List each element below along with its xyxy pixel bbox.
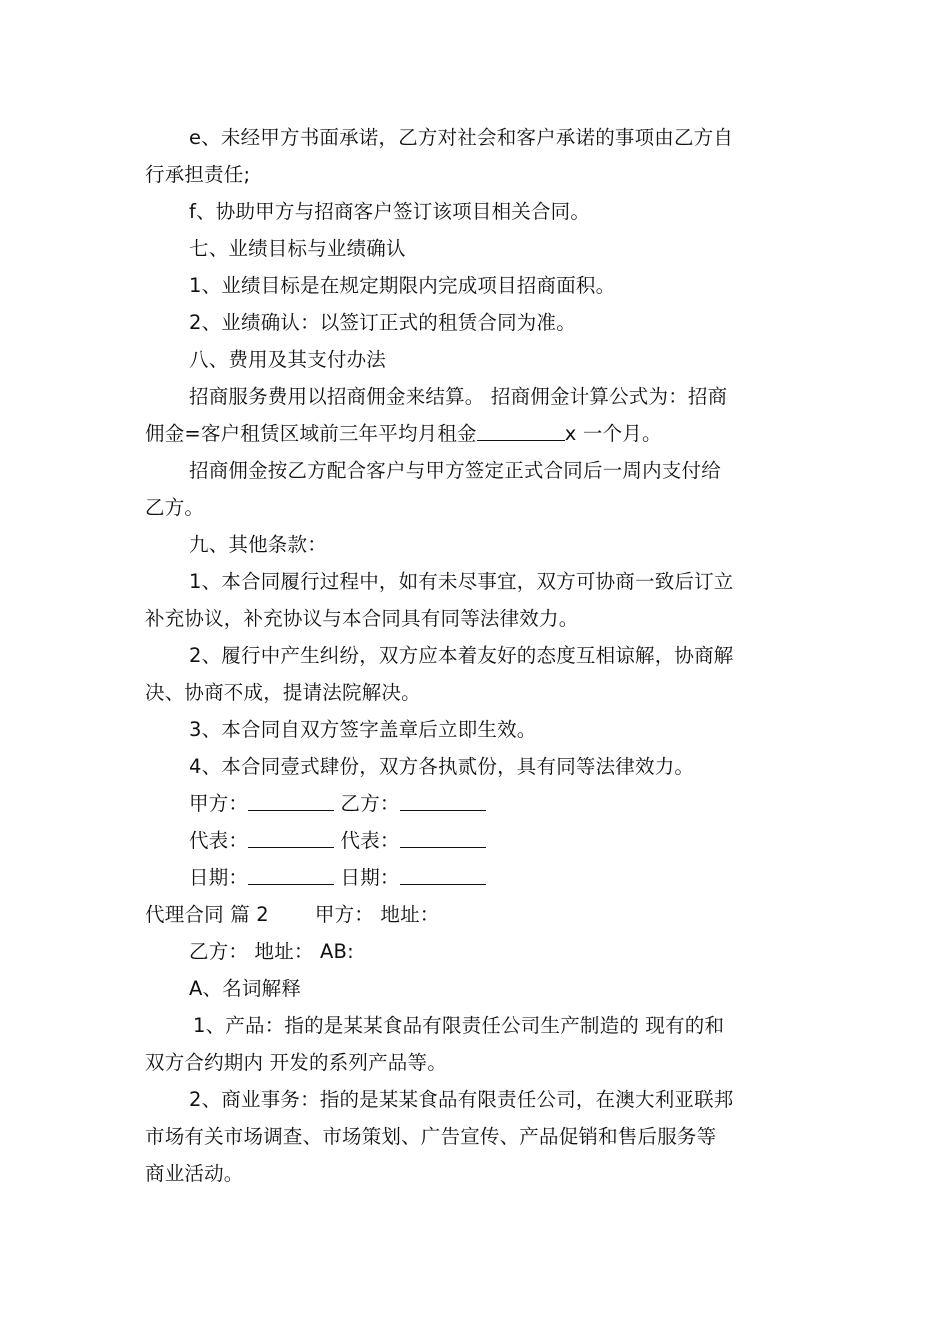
paragraph-line: 1、产品：指的是某某食品有限责任公司生产制造的 现有的和 <box>193 1014 725 1037</box>
signature-line-party <box>145 785 810 822</box>
rep-b-label: 代表： <box>340 829 400 852</box>
party-b-address: 乙方： 地址： AB: <box>189 940 354 963</box>
formula-tail: x 一个月。 <box>564 422 662 445</box>
paragraph-line: 决、协商不成，提请法院解决。 <box>145 681 421 704</box>
paragraph-line: 3、本合同自双方签字盖章后立即生效。 <box>189 718 537 741</box>
document-page <box>145 119 810 1192</box>
section-heading: A、名词解释 <box>189 977 302 1000</box>
party-a-label: 甲方： <box>189 792 249 815</box>
date-a-label: 日期： <box>189 866 249 889</box>
paragraph-line: 2、履行中产生纠纷，双方应本着友好的态度互相谅解，协商解 <box>189 644 734 667</box>
paragraph-line: 2、业绩确认：以签订正式的租赁合同为准。 <box>189 311 576 334</box>
paragraph-line: 乙方。 <box>145 496 205 519</box>
paragraph-line: 行承担责任; <box>145 163 251 186</box>
date-b-blank <box>400 866 486 885</box>
paragraph-line: e、未经甲方书面承诺，乙方对社会和客户承诺的事项由乙方自 <box>189 126 734 149</box>
signature-line-date <box>145 859 810 896</box>
paragraph-line: f、协助甲方与招商客户签订该项目相关合同。 <box>189 200 591 223</box>
party-b-blank <box>400 792 486 811</box>
date-a-blank <box>248 866 334 885</box>
party-a-blank <box>248 792 334 811</box>
paragraph-line: 1、业绩目标是在规定期限内完成项目招商面积。 <box>189 274 616 297</box>
paragraph-line: 4、本合同壹式肆份，双方各执贰份，具有同等法律效力。 <box>189 755 695 778</box>
section-heading: 七、业绩目标与业绩确认 <box>189 237 406 260</box>
paragraph-line: 市场有关市场调查、市场策划、广告宣传、产品促销和售后服务等 <box>145 1125 717 1148</box>
paragraph-line: 1、本合同履行过程中，如有未尽事宜，双方可协商一致后订立 <box>189 570 734 593</box>
paragraph-line: 2、商业事务：指的是某某食品有限责任公司，在澳大利亚联邦 <box>189 1088 734 1111</box>
section-heading: 九、其他条款： <box>189 533 327 556</box>
rep-a-blank <box>248 829 334 848</box>
party-b-label: 乙方： <box>340 792 400 815</box>
section-heading: 八、费用及其支付办法 <box>189 348 387 371</box>
contract-title-line <box>145 896 810 933</box>
rep-b-blank <box>400 829 486 848</box>
date-b-label: 日期： <box>340 866 400 889</box>
paragraph-line: 补充协议，补充协议与本合同具有同等法律效力。 <box>145 607 579 630</box>
formula-text: 佣金=客户租赁区域前三年平均月租金 <box>145 422 477 445</box>
fill-blank <box>477 422 565 441</box>
rep-a-label: 代表： <box>189 829 249 852</box>
paragraph-line: 双方合约期内 开发的系列产品等。 <box>145 1051 447 1074</box>
paragraph-line: 招商服务费用以招商佣金来结算。 招商佣金计算公式为：招商 <box>189 385 728 408</box>
signature-line-representative <box>145 822 810 859</box>
paragraph-line: 招商佣金按乙方配合客户与甲方签定正式合同后一周内支付给 <box>189 459 721 482</box>
party-a-address: 甲方： 地址： <box>314 903 440 926</box>
paragraph-line <box>145 415 810 452</box>
contract-title: 代理合同 篇 2 <box>145 903 269 926</box>
paragraph-line: 商业活动。 <box>145 1162 244 1185</box>
